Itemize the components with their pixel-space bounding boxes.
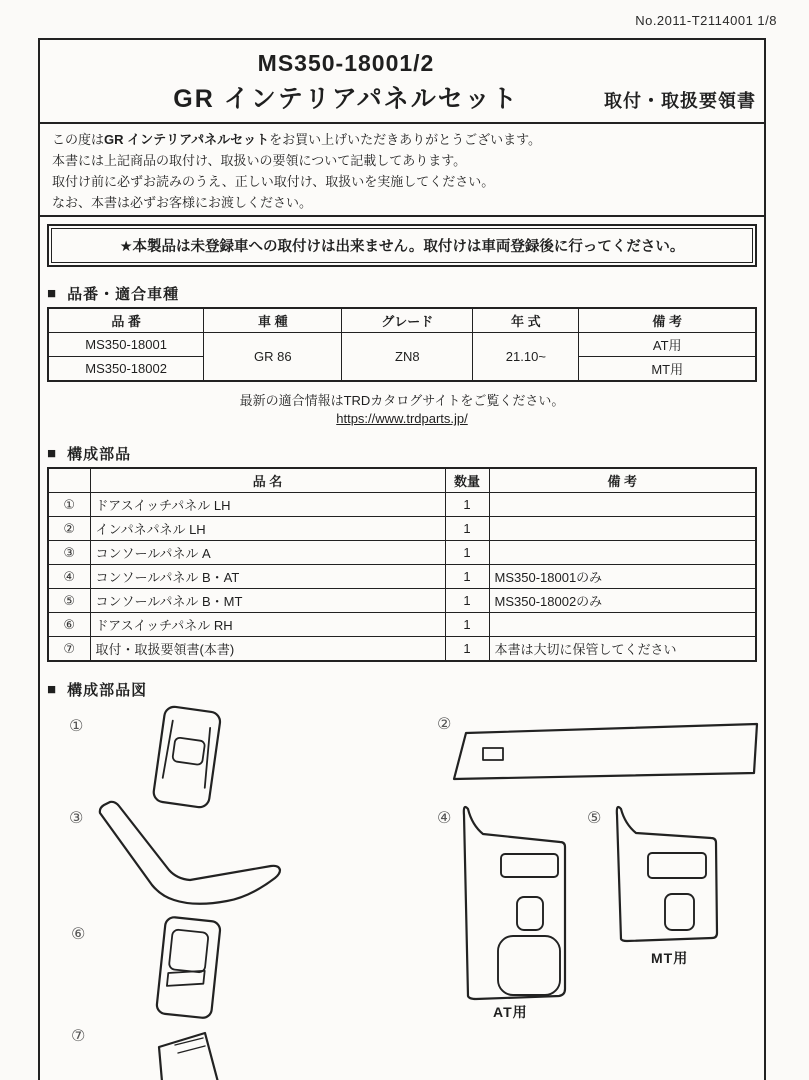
square-bullet-icon: ■	[47, 681, 58, 698]
table-row	[48, 637, 756, 662]
table-row	[48, 541, 756, 565]
square-bullet-icon: ■	[47, 285, 58, 302]
diagram-number-2: ②	[437, 716, 452, 733]
cell-item-qty: 1	[445, 637, 489, 662]
intro-line-4: なお、本書は必ずお客様にお渡しください。	[52, 195, 313, 210]
cell-item-remark: MS350-18001のみ	[489, 565, 756, 589]
part-6-drawing	[156, 916, 221, 1018]
cell-item-qty: 1	[445, 541, 489, 565]
col-header-year: 年 式	[473, 308, 579, 333]
parts-line-art	[47, 704, 761, 1080]
diagram-number-1: ①	[69, 718, 84, 735]
mt-variant-label: MT用	[651, 950, 689, 966]
document-type-label: 取付・取扱要領書	[604, 91, 756, 111]
col-header-name: 品 名	[90, 468, 445, 493]
cell-item-qty: 1	[445, 565, 489, 589]
components-table	[47, 467, 757, 662]
at-variant-label: AT用	[493, 1004, 528, 1020]
part-7-drawing	[159, 1033, 223, 1080]
diagram-number-5: ⑤	[587, 810, 602, 827]
part-2-drawing	[454, 724, 757, 779]
cell-item-no: ⑦	[48, 637, 90, 662]
part-5-drawing	[617, 807, 717, 941]
parts-diagram	[47, 704, 757, 1080]
section-title-diagram	[47, 679, 757, 700]
cell-part-number-1: MS350-18001	[48, 333, 204, 357]
cell-item-remark: MS350-18002のみ	[489, 589, 756, 613]
cell-item-name: 取付・取扱要領書(本書)	[90, 637, 445, 662]
cell-remark-at: AT用	[579, 333, 756, 357]
fitment-table	[47, 307, 757, 382]
part-4-drawing	[464, 807, 565, 999]
intro-line-1	[52, 129, 752, 150]
cell-item-qty: 1	[445, 613, 489, 637]
cell-part-number-2: MS350-18002	[48, 357, 204, 382]
section-title-components-label: 構成部品	[67, 446, 132, 463]
col-header-remarks: 備 考	[579, 308, 756, 333]
document-number: No.2011-T2114001 1/8	[635, 13, 777, 28]
cell-item-name: インパネパネル LH	[90, 517, 445, 541]
cell-item-remark: 本書は大切に保管してください	[489, 637, 756, 662]
part-1-drawing	[152, 706, 221, 809]
part-3-drawing	[100, 802, 280, 904]
intro-line1-prefix: この度は	[52, 132, 105, 147]
intro-line-3: 取付け前に必ずお読みのうえ、正しい取付け、取扱いを実施してください。	[52, 174, 495, 189]
catalog-note: 最新の適合情報はTRDカタログサイトをご覧ください。	[239, 393, 565, 408]
cell-item-qty: 1	[445, 517, 489, 541]
cell-model: GR 86	[204, 333, 342, 382]
col-header-part-number: 品 番	[48, 308, 204, 333]
col-header-qty: 数量	[445, 468, 489, 493]
cell-item-no: ④	[48, 565, 90, 589]
cell-item-remark	[489, 613, 756, 637]
cell-item-name: コンソールパネル B・MT	[90, 589, 445, 613]
fitment-header-row	[48, 308, 756, 333]
product-name-title: GR インテリアパネルセット	[173, 85, 519, 113]
cell-item-no: ②	[48, 517, 90, 541]
table-row	[48, 333, 756, 357]
cell-item-name: ドアスイッチパネル RH	[90, 613, 445, 637]
intro-text-block	[40, 124, 764, 217]
table-row	[48, 517, 756, 541]
cell-item-remark	[489, 517, 756, 541]
cell-item-name: ドアスイッチパネル LH	[90, 493, 445, 517]
table-row	[48, 565, 756, 589]
cell-item-no: ③	[48, 541, 90, 565]
diagram-number-7: ⑦	[71, 1028, 86, 1045]
diagram-number-4: ④	[437, 810, 452, 827]
col-header-model: 車 種	[204, 308, 342, 333]
diagram-number-3: ③	[69, 810, 84, 827]
warning-text: ★本製品は未登録車への取付けは出来ません。取付けは車両登録後に行ってください。	[51, 228, 753, 263]
section-title-components	[47, 443, 757, 464]
components-header-row	[48, 468, 756, 493]
trd-parts-link[interactable]: https://www.trdparts.jp/	[336, 411, 468, 426]
col-header-grade: グレード	[342, 308, 473, 333]
table-row	[48, 493, 756, 517]
page-frame	[38, 38, 766, 1080]
cell-item-no: ①	[48, 493, 90, 517]
intro-line1-product: GR インテリアパネルセット	[104, 132, 270, 147]
section-title-fitment	[47, 283, 757, 304]
cell-item-remark	[489, 493, 756, 517]
section-title-diagram-label: 構成部品図	[67, 682, 148, 699]
cell-remark-mt: MT用	[579, 357, 756, 382]
square-bullet-icon: ■	[47, 445, 58, 462]
col-header-blank	[48, 468, 90, 493]
cell-item-remark	[489, 541, 756, 565]
part-number-title: MS350-18001/2	[257, 50, 435, 76]
intro-line1-suffix: をお買い上げいただきありがとうございます。	[269, 132, 542, 147]
cell-item-name: コンソールパネル B・AT	[90, 565, 445, 589]
table-row	[48, 613, 756, 637]
col-header-remark: 備 考	[489, 468, 756, 493]
cell-year: 21.10~	[473, 333, 579, 382]
intro-line-2: 本書には上記商品の取付け、取扱いの要領について記載してあります。	[52, 153, 467, 168]
section-title-fitment-label: 品番・適合車種	[67, 286, 180, 303]
title-band	[40, 40, 764, 124]
cell-item-qty: 1	[445, 589, 489, 613]
table-row	[48, 589, 756, 613]
cell-item-name: コンソールパネル A	[90, 541, 445, 565]
cell-item-no: ⑤	[48, 589, 90, 613]
diagram-number-6: ⑥	[71, 926, 86, 943]
cell-item-no: ⑥	[48, 613, 90, 637]
warning-box	[47, 224, 757, 267]
cell-grade: ZN8	[342, 333, 473, 382]
cell-item-qty: 1	[445, 493, 489, 517]
